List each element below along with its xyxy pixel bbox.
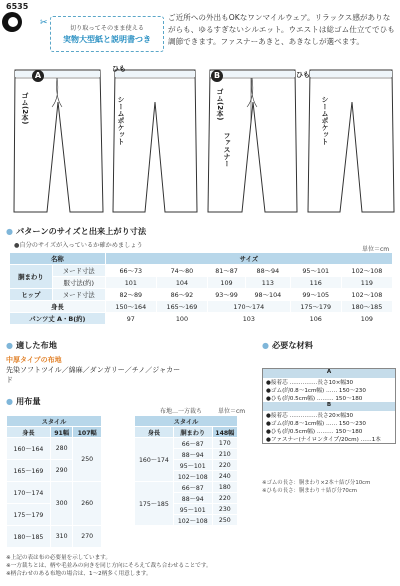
table-cell: 220 <box>212 460 237 471</box>
row-waist: 胴まわり <box>10 265 53 289</box>
cloth-list: 先染ソフトツイル／綿麻／ダンガリー／チノ／ジャカード <box>6 366 181 384</box>
usage-title: ● 用布量 <box>6 396 41 407</box>
col-107: 107幅 <box>73 427 102 438</box>
table-cell: 109 <box>208 277 246 289</box>
materials-a-header: A <box>263 369 395 378</box>
row-finished: 服寸法(約) <box>52 277 105 289</box>
size-note: ●自分のサイズが入っているか確かめましょう <box>14 242 143 249</box>
table-cell: 98～104 <box>246 289 291 301</box>
table-cell: 82～89 <box>105 289 156 301</box>
list-item: ●接着芯 ……………長さ20×幅30 <box>266 413 354 419</box>
table-cell: 160～174 <box>135 438 174 482</box>
list-item: ●ファスナー(ナイロンタイプ/20cm) ……1本 <box>266 437 381 443</box>
list-item: ●ひも(約0.5cm幅) ……… 150～180 <box>266 396 363 402</box>
row-pants: パンツ丈 A・B(約) <box>10 313 106 325</box>
materials-title: ● 必要な材料 <box>262 340 313 351</box>
list-item: ●接着芯 ……………長さ10×幅30 <box>266 380 354 386</box>
table-cell: 300 <box>50 482 73 526</box>
table-cell: 290 <box>50 460 73 482</box>
table-cell: 250 <box>73 438 102 482</box>
table-cell: 210 <box>212 449 237 460</box>
table-cell: 66～87 <box>173 482 212 493</box>
col-style: スタイル <box>7 416 102 427</box>
variant-a-badge: A <box>32 70 44 82</box>
label-seam-pocket-b: シームポケット <box>321 96 329 145</box>
usage-table-1 <box>6 415 102 548</box>
table-cell: 119 <box>341 277 392 289</box>
table-cell: 180～185 <box>341 301 392 313</box>
table-cell: 165～169 <box>7 460 51 482</box>
materials-b-header: B <box>263 402 395 411</box>
cloth-title: ● 適した布地 <box>6 340 57 351</box>
tag-line1: 切り取ってそのまま使える <box>69 25 145 32</box>
table-cell: 113 <box>246 277 291 289</box>
label-gomu-b: ゴム(2本) <box>216 88 224 121</box>
table-cell: 170～174 <box>7 482 51 504</box>
pattern-included-tag <box>50 16 164 52</box>
table-cell: 103 <box>208 313 291 325</box>
table-cell: 66～73 <box>105 265 156 277</box>
usage-unit-note: 布地…一方裁ち <box>160 408 203 415</box>
table-cell: 230 <box>212 504 237 515</box>
col-148: 148幅 <box>212 427 237 438</box>
usage-unit: 単位＝cm <box>218 408 246 415</box>
pants-illustrations <box>0 62 400 222</box>
row-height: 身長 <box>10 301 106 313</box>
scissors-icon: ✂ <box>40 18 48 28</box>
row-hip: ヒップ <box>10 289 53 301</box>
table-cell: 175～185 <box>135 482 174 526</box>
table-cell: 116 <box>290 277 341 289</box>
table-cell: 240 <box>212 471 237 482</box>
table-cell: 310 <box>50 526 73 548</box>
table-cell: 95～101 <box>173 460 212 471</box>
table-cell: 106 <box>290 313 341 325</box>
table-cell: 95～101 <box>290 265 341 277</box>
label-seam-pocket-a: シームポケット <box>117 96 125 145</box>
table-cell: 175～179 <box>7 504 51 526</box>
label-fastener-b: ファスナー <box>223 132 231 167</box>
table-cell: 250 <box>212 515 237 526</box>
table-cell: 88～94 <box>246 265 291 277</box>
footnote: ※柄合わせのある布地の場合は、1～2柄多く用意します。 <box>6 571 152 577</box>
col-91: 91幅 <box>50 427 73 438</box>
brand-logo <box>2 12 22 32</box>
variant-b-badge: B <box>211 70 223 82</box>
cloth-info <box>6 355 186 385</box>
col-waist2: 胴まわり <box>173 427 212 438</box>
usage-table-2 <box>134 415 238 526</box>
table-cell: 220 <box>212 493 237 504</box>
table-cell: 160～164 <box>7 438 51 460</box>
table-cell: 99～105 <box>290 289 341 301</box>
table-cell: 81～87 <box>208 265 246 277</box>
table-cell: 66～87 <box>173 438 212 449</box>
pants-drawing <box>0 62 400 222</box>
col-name: 名称 <box>10 253 106 265</box>
col-height2: 身長 <box>135 427 174 438</box>
list-item: ●ゴム(約0.8～1cm幅) …… 150～230 <box>266 388 366 394</box>
table-cell: 93～99 <box>208 289 246 301</box>
table-cell: 74～80 <box>156 265 207 277</box>
materials-box <box>262 368 396 444</box>
footnote: ※上記の表は布の必要量を示しています。 <box>6 555 111 561</box>
row-nude: ヌード寸法 <box>52 265 105 277</box>
table-cell: 88～94 <box>173 449 212 460</box>
table-cell: 170 <box>212 438 237 449</box>
table-cell: 180 <box>212 482 237 493</box>
table-cell: 97 <box>105 313 156 325</box>
table-cell: 175～179 <box>290 301 341 313</box>
label-gomu-a: ゴム(2本) <box>21 92 29 125</box>
table-cell: 150～164 <box>105 301 156 313</box>
materials-notes <box>262 478 394 494</box>
table-cell: 86～92 <box>156 289 207 301</box>
product-description: ご近所への外出もOKなワンマイルウェア。リラックス感がありながらも、ゆるすぎないシルエット。ウエストは総ゴム仕立てでひも調節できます。ファスナーあきと、あきなしが選べます。 <box>168 13 395 46</box>
table-cell: 109 <box>341 313 392 325</box>
table-cell: 100 <box>156 313 207 325</box>
cloth-subtitle: 中厚タイプの布地 <box>6 356 62 364</box>
table-cell: 180～185 <box>7 526 51 548</box>
table-cell: 165～169 <box>156 301 207 313</box>
label-himo-b: ひも <box>296 71 310 79</box>
table-cell: 102～108 <box>341 265 392 277</box>
note-line: ※ひもの長さ：胴まわり＋結び分70cm <box>262 488 358 494</box>
table-cell: 88～94 <box>173 493 212 504</box>
col-size: サイズ <box>105 253 392 265</box>
col-style2: スタイル <box>135 416 238 427</box>
table-cell: 280 <box>50 438 73 460</box>
table-cell: 260 <box>73 482 102 526</box>
size-section-title: ● パターンのサイズと出来上がり寸法 <box>6 226 146 237</box>
label-himo-a: ひも <box>112 65 126 73</box>
list-item: ●ゴム(約0.8～1cm幅) …… 150～230 <box>266 421 366 427</box>
row-hip-nude: ヌード寸法 <box>52 289 105 301</box>
table-cell: 102～108 <box>173 515 212 526</box>
size-table <box>9 252 393 325</box>
table-cell: 270 <box>73 526 102 548</box>
pattern-code: 6535 <box>6 2 29 11</box>
note-line: ※ゴムの長さ：胴まわり×2本＋結び分10cm <box>262 480 371 486</box>
table-cell: 102～108 <box>173 471 212 482</box>
footnote: ※一方裁ちとは、柄や毛並みの向きを同じ方向にそろえて裁ち合わせることです。 <box>6 563 212 569</box>
list-item: ●ひも(約0.5cm幅) ……… 150～180 <box>266 429 363 435</box>
table-cell: 102～108 <box>341 289 392 301</box>
table-cell: 101 <box>105 277 156 289</box>
table-cell: 95～101 <box>173 504 212 515</box>
tag-line2: 実物大型紙と説明書つき <box>63 35 151 44</box>
footnotes <box>6 554 394 578</box>
table-cell: 104 <box>156 277 207 289</box>
col-height: 身長 <box>7 427 51 438</box>
size-unit: 単位＝cm <box>362 246 390 253</box>
table-cell: 170～174 <box>208 301 291 313</box>
